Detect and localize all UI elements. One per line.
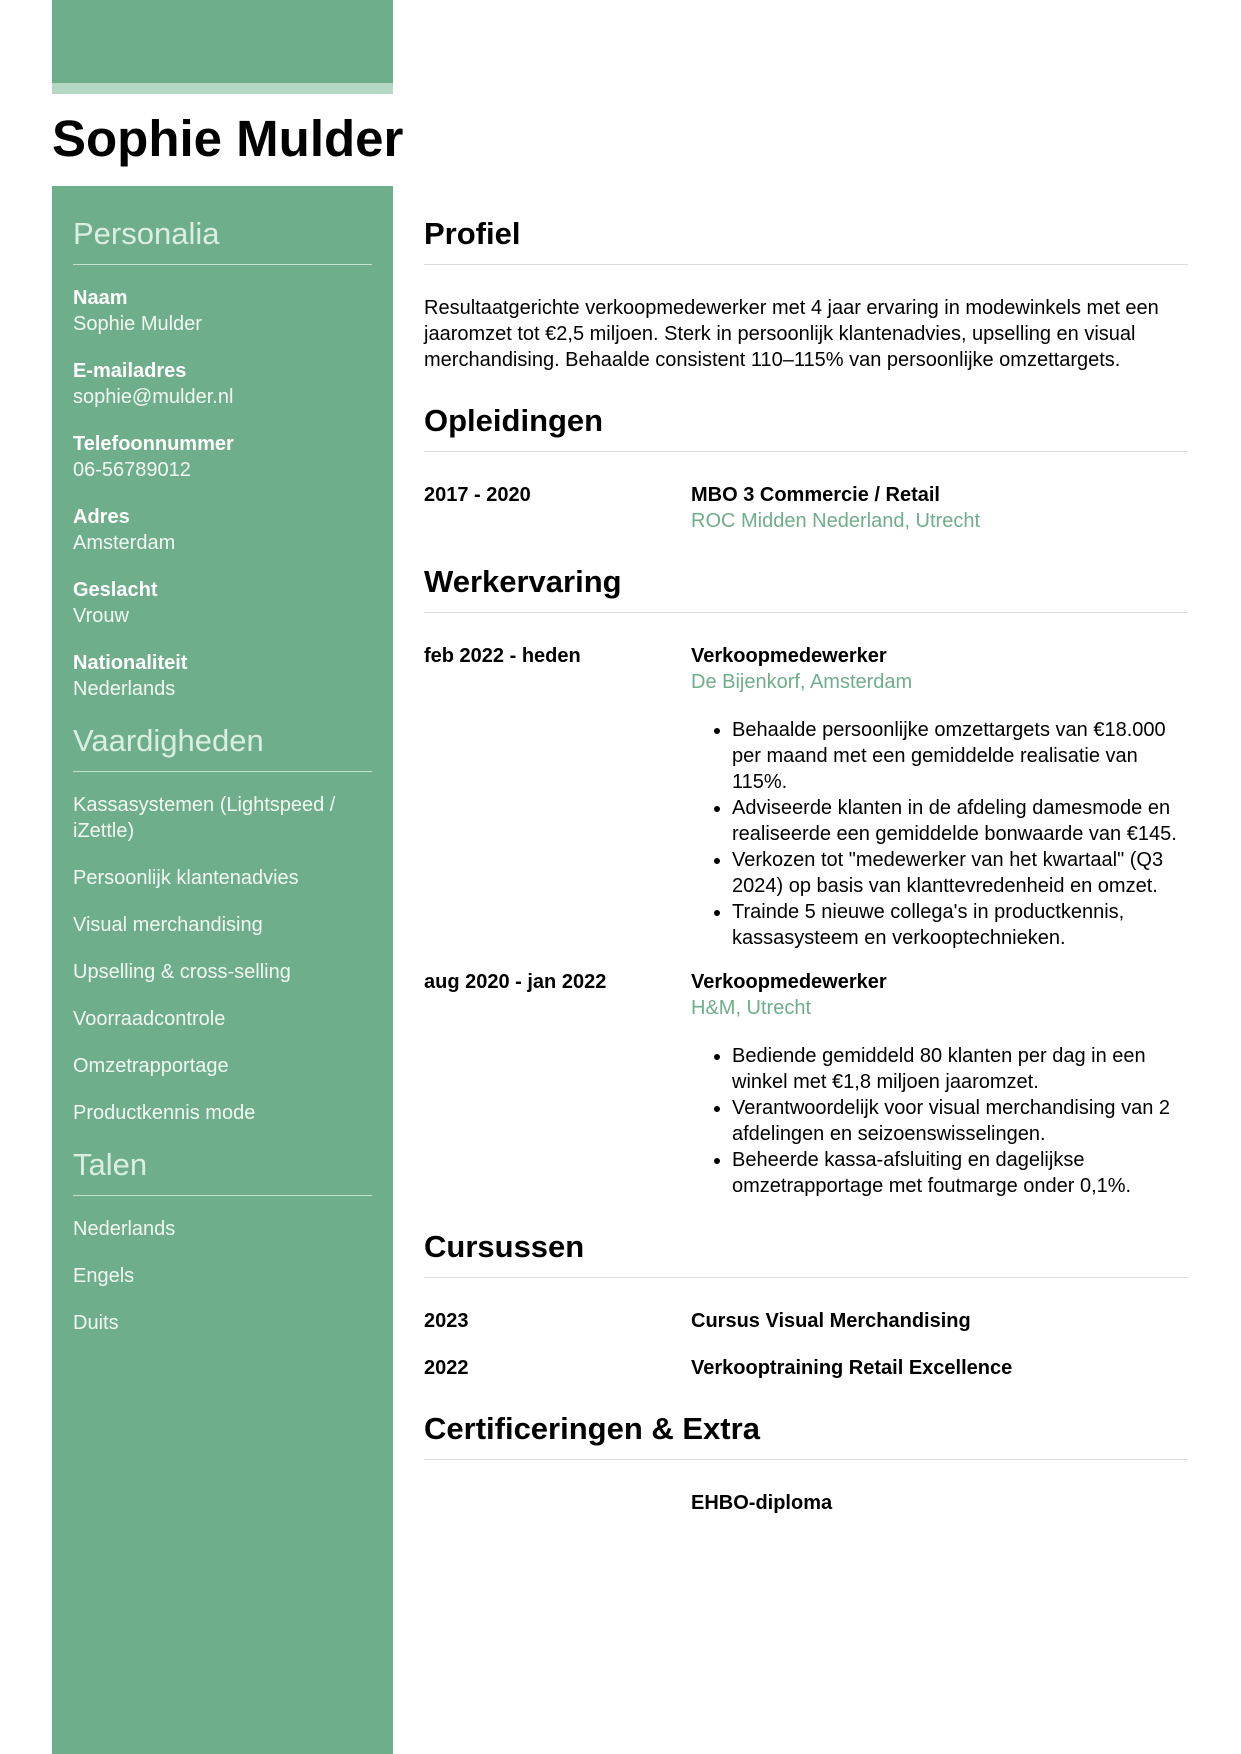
field-value: Vrouw	[73, 605, 129, 627]
language-item: Nederlands	[73, 1218, 176, 1240]
header-color-block	[52, 0, 393, 83]
field-label: Nationaliteit	[73, 652, 188, 674]
entry-title: Verkoopmedewerker	[691, 971, 887, 993]
field-value: sophie@mulder.nl	[73, 386, 234, 408]
education-entry	[424, 482, 1188, 534]
entry-date: 2017 - 2020	[424, 484, 531, 506]
course-entry	[424, 1308, 1188, 1334]
skill-item: Kassasystemen (Lightspeed / iZettle)	[73, 794, 336, 842]
entry-title: Verkoopmedewerker	[691, 645, 887, 667]
language-item: Engels	[73, 1265, 135, 1287]
work-bullets	[691, 717, 1188, 951]
skill-item: Voorraadcontrole	[73, 1008, 226, 1030]
entry-body	[691, 482, 1188, 534]
skills-heading: Vaardigheden	[73, 723, 372, 772]
profile-text: Resultaatgerichte verkoopmedewerker met 4 jaar ervaring in modewinkels met een jaaromzet tot €2,5 miljoen. Sterk in persoonlijk klantenadvies, upselling en visual merchandising. Behaalde consistent 110–115% van persoonlijke omzettargets.	[424, 297, 1159, 371]
field-nationaliteit	[73, 650, 372, 702]
field-label: Adres	[73, 506, 130, 528]
entry-title: EHBO-diploma	[691, 1492, 833, 1514]
work-heading: Werkervaring	[424, 564, 1188, 613]
field-geslacht	[73, 577, 372, 629]
candidate-name: Sophie Mulder	[52, 110, 404, 167]
course-entry	[424, 1355, 1188, 1381]
bullet-item: • Beheerde kassa-afsluiting en dagelijkse omzetrapportage met foutmarge onder 0,1%.	[732, 1147, 1188, 1199]
field-value: Sophie Mulder	[73, 313, 202, 335]
field-telefoon	[73, 431, 372, 483]
entry-title: MBO 3 Commercie / Retail	[691, 484, 940, 506]
field-label: Geslacht	[73, 579, 158, 601]
work-entry	[424, 969, 1188, 1199]
field-value: 06-56789012	[73, 459, 191, 481]
language-item: Duits	[73, 1312, 119, 1334]
skill-item: Visual merchandising	[73, 914, 263, 936]
entry-date: 2022	[424, 1357, 469, 1379]
header-accent-stripe	[52, 83, 393, 94]
field-naam	[73, 285, 372, 337]
entry-body	[691, 643, 1188, 951]
skill-item: Upselling & cross-selling	[73, 961, 291, 983]
skill-item: Omzetrapportage	[73, 1055, 229, 1077]
work-bullets	[691, 1043, 1188, 1199]
bullet-item: • Verkozen tot "medewerker van het kwartaal" (Q3 2024) op basis van klanttevredenheid en omzet.	[732, 847, 1188, 899]
personalia-heading: Personalia	[73, 216, 372, 265]
field-label: Naam	[73, 287, 128, 309]
skill-item: Productkennis mode	[73, 1102, 256, 1124]
entry-title: Verkooptraining Retail Excellence	[691, 1357, 1013, 1379]
entry-body	[691, 969, 1188, 1199]
entry-date: feb 2022 - heden	[424, 645, 581, 667]
skill-item: Persoonlijk klantenadvies	[73, 867, 299, 889]
profile-heading: Profiel	[424, 216, 1188, 265]
entry-date: 2023	[424, 1310, 469, 1332]
field-email	[73, 358, 372, 410]
bullet-item: • Trainde 5 nieuwe collega's in productkennis, kassasysteem en verkooptechnieken.	[732, 899, 1188, 951]
sidebar	[52, 186, 393, 1754]
entry-date: aug 2020 - jan 2022	[424, 971, 607, 993]
entry-institution: ROC Midden Nederland, Utrecht	[691, 510, 981, 532]
languages-heading: Talen	[73, 1147, 372, 1196]
bullet-item: • Adviseerde klanten in de afdeling damesmode en realiseerde een gemiddelde bonwaarde van €145.	[732, 795, 1188, 847]
bullet-item: • Bediende gemiddeld 80 klanten per dag in een winkel met €1,8 miljoen jaaromzet.	[732, 1043, 1188, 1095]
field-value: Amsterdam	[73, 532, 176, 554]
field-label: E-mailadres	[73, 360, 187, 382]
work-entry	[424, 643, 1188, 951]
entry-date	[424, 1490, 691, 1516]
main-content	[424, 186, 1188, 1537]
entry-employer: H&M, Utrecht	[691, 997, 812, 1019]
courses-heading: Cursussen	[424, 1229, 1188, 1278]
education-heading: Opleidingen	[424, 403, 1188, 452]
extra-entry	[424, 1490, 1188, 1516]
bullet-item: • Verantwoordelijk voor visual merchandising van 2 afdelingen en seizoenswisselingen.	[732, 1095, 1188, 1147]
extra-heading: Certificeringen & Extra	[424, 1411, 1188, 1460]
entry-employer: De Bijenkorf, Amsterdam	[691, 671, 913, 693]
field-adres	[73, 504, 372, 556]
entry-title: Cursus Visual Merchandising	[691, 1310, 971, 1332]
bullet-item: • Behaalde persoonlijke omzettargets van €18.000 per maand met een gemiddelde realisatie van 115%.	[732, 717, 1188, 795]
field-label: Telefoonnummer	[73, 433, 234, 455]
field-value: Nederlands	[73, 678, 176, 700]
